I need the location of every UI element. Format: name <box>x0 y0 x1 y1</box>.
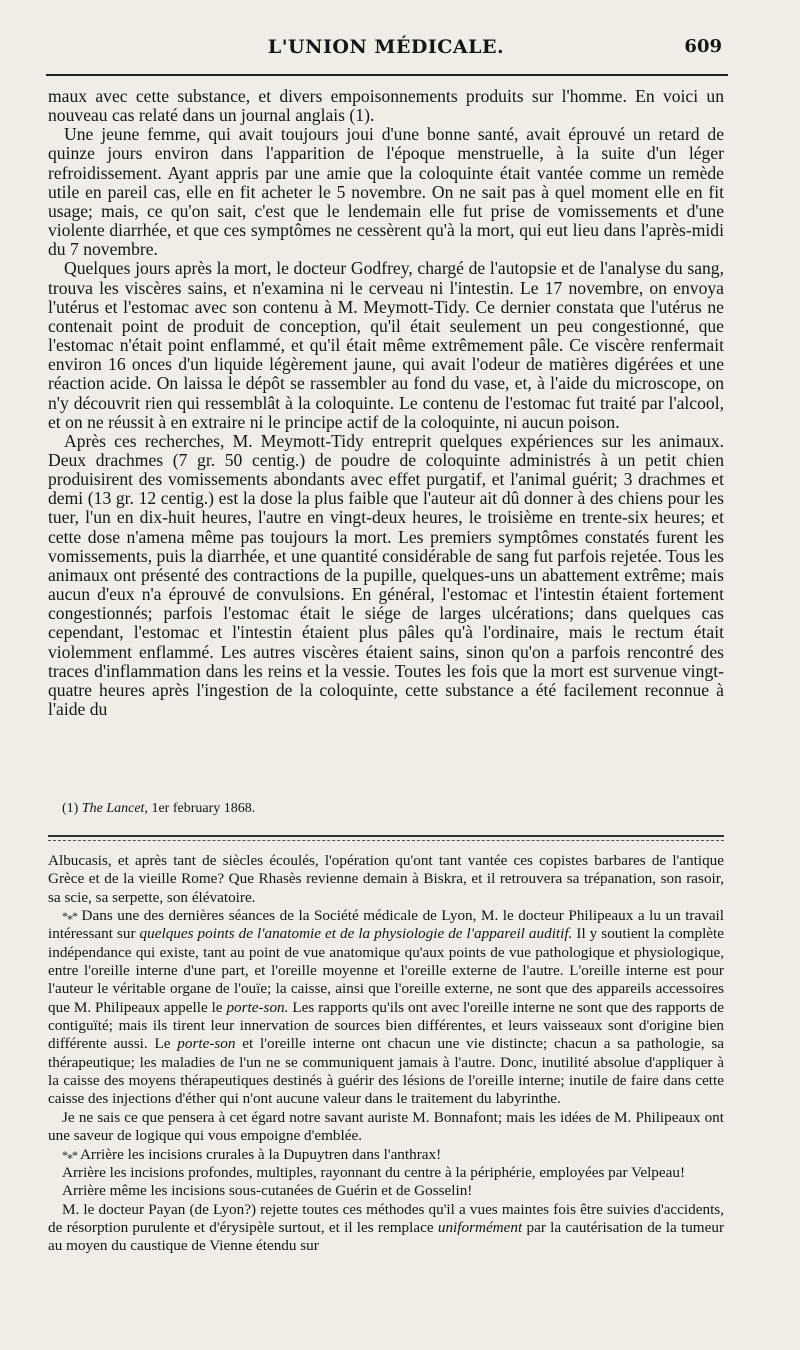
paragraph: Après ces recherches, M. Meymott-Tidy entreprit quelques expériences sur les animaux. Deux drachmes (7 gr. 50 centig.) de poudre de coloquinte administrés à un petit chien produisirent des vomissements abondants avec effet purgatif, et l'animal guérit; 3 drachmes et demi (13 gr. 12 centig.) est la dose la plus faible que l'auteur ait dû donner à des chiens pour les tuer, l'un en dix-huit heures, l'autre en vingt-deux heures, le troisième en trente-six heures; et cette dose n'amena même pas toujours la mort. Les premiers symptômes constatés furent les vomissements, puis la diarrhée, et une quantité considérable de sang fut parfois rejetée. Tous les animaux ont présenté des contractions de la pupille, quelques-uns un abattement extrême; mais aucun d'eux n'a éprouvé de convulsions. En général, l'estomac et l'intestin étaient fortement congestionnés; parfois l'estomac était le siége de larges ulcérations; dans quelques cas cependant, l'estomac et l'intestin étaient plus pâles qu'à l'ordinaire, mais le rectum était violemment enflammé. Les autres viscères étaient sains, sinon qu'on a parfois rencontré des traces d'inflammation dans les reins et la vessie. Toutes les fois que la mort est survenue vingt-quatre heures après l'ingestion de la coloquinte, cette substance a été facilement reconnue à l'aide du <box>48 430 724 719</box>
paragraph: maux avec cette substance, et divers empoisonnements produits sur l'homme. En voici un nouveau cas relaté dans un journal anglais (1). <box>48 86 724 126</box>
paragraph: M. le docteur Payan (de Lyon?) rejette toutes ces méthodes qu'il a vues maintes fois être suivies d'accidents, de résorption purulente et d'érysipèle surtout, et il les remplace uniformément par la cautérisation de la tumeur au moyen du caustique de Vienne étendu sur <box>48 1200 725 1255</box>
footnote-marker: (1) <box>62 801 79 816</box>
paragraph: Une jeune femme, qui avait toujours joui d'une bonne santé, avait éprouvé un retard de quinze jours environ dans l'apparition de l'époque menstruelle, à la suite d'un léger refroidissement. Ayant appris par une amie que la coloquinte était vantée comme un remède utile en pareil cas, elle en fit acheter le 5 novembre. On ne sait pas à quel moment elle en fit usage; mais, ce qu'on sait, c'est que le lendemain elle fut prise de vomissements et d'une violente diarrhée, et que ces symptômes ne cessèrent qu'à la mort, qui eut lieu dans l'après-midi du 7 novembre. <box>48 124 724 260</box>
running-title: L'UNION MÉDICALE. <box>267 36 505 58</box>
paragraph: Je ne sais ce que pensera à cet égard notre savant auriste M. Bonnafont; mais les idées de M. Philipeaux ont une saveur de logique qui vous empoigne d'emblée. <box>48 1108 724 1145</box>
asterism: *⁎* <box>62 909 77 924</box>
italic-term: porte-son <box>177 1035 236 1053</box>
page-header <box>50 36 722 66</box>
paragraph: Arrière même les incisions sous-cutanées de Guérin et de Gosselin! <box>62 1182 473 1200</box>
italic-term: uniformément <box>437 1218 523 1236</box>
footnote-journal: The Lancet, <box>81 801 148 816</box>
main-article <box>48 87 724 719</box>
section-divider <box>48 835 724 841</box>
paragraph: Albucasis, et après tant de siècles écoulés, l'opération qu'ont tant vantée ces copistes barbares de l'antique Grèce et de la vieille Rome? Que Rhasès revienne demain à Biskra, et il retrouvera sa trépanation, son rasoir, sa scie, sa serpette, son élévatoire. <box>48 852 724 906</box>
header-rule <box>46 74 728 76</box>
footnote-date: 1er february 1868. <box>151 801 256 816</box>
paragraph: Arrière les incisions profondes, multiples, rayonnant du centre à la périphérie, employées par Velpeau! <box>62 1163 686 1181</box>
paragraph: Quelques jours après la mort, le docteur Godfrey, chargé de l'autopsie et de l'analyse du sang, trouva les viscères sains, et n'examina ni le cerveau ni l'intestin. Le 17 novembre, on envoya l'utérus et l'estomac avec son contenu à M. Meymott-Tidy. Ce dernier constata que l'utérus ne contenait point de produit de conception, qu'il était seulement un peu congestionné, que l'estomac n'était point enflammé, et qu'il était même extrêmement pâle. Ce viscère renfermait environ 16 onces d'un liquide légèrement jaune, qui avait l'odeur de matières digérées et une réaction acide. On laissa le dépôt se rassembler au fond du vase, et, à l'aide du microscope, on n'y découvrit rien qui ressemblât à la coloquinte. Le contenu de l'estomac fut traité par l'alcool, et on ne réussit à en extraire ni le principe actif de la coloquinte, ni aucun poison. <box>48 258 724 432</box>
italic-title: quelques points de l'anatomie et de la physiologie de l'appareil auditif. <box>139 925 573 943</box>
paragraph: *⁎* Arrière les incisions crurales à la Dupuytren dans l'anthrax! <box>62 1145 442 1163</box>
paragraph: *⁎* Dans une des dernières séances de la Société médicale de Lyon, M. le docteur Philipeaux a lu un travail intéressant sur quelques points de l'anatomie et de la physiologie de l'appareil auditif. Il y soutient la complète indépendance qui existe, tant au point de vue anatomique qu'aux points de vue pathologique et physiologique, entre l'oreille interne d'une part, et l'oreille moyenne et l'oreille externe de l'autre. L'oreille interne est pour l'auteur le véritable organe de l'ouïe; la caisse, ainsi que l'oreille externe, ne sont que des appareils accessoires que M. Philipeaux appelle le porte-son. Les rapports qu'ils ont avec l'oreille interne ne sont que des rapports de contiguïté; mais ils tirent leur innervation de sources bien différentes, et leurs vaisseaux sont d'origine bien différente aussi. Le porte-son et l'oreille interne ont chacun une vie distincte; chacun a sa pathologie, sa thérapeutique; les maladies de l'un ne se communiquent jamais à l'autre. Donc, inutilité absolue d'appliquer à la caisse des moyens thérapeutiques destinés à guérir des lésions de l'oreille interne; inutile de faire dans cette caisse des injections d'éther qui n'ont aucune valeur dans le traitement du labyrinthe. <box>48 907 725 1108</box>
feuilleton-column <box>48 852 724 1256</box>
asterism: *⁎* <box>62 1147 77 1162</box>
footnote <box>62 801 722 817</box>
italic-term: porte-son. <box>226 998 289 1016</box>
page-number: 609 <box>684 36 722 57</box>
